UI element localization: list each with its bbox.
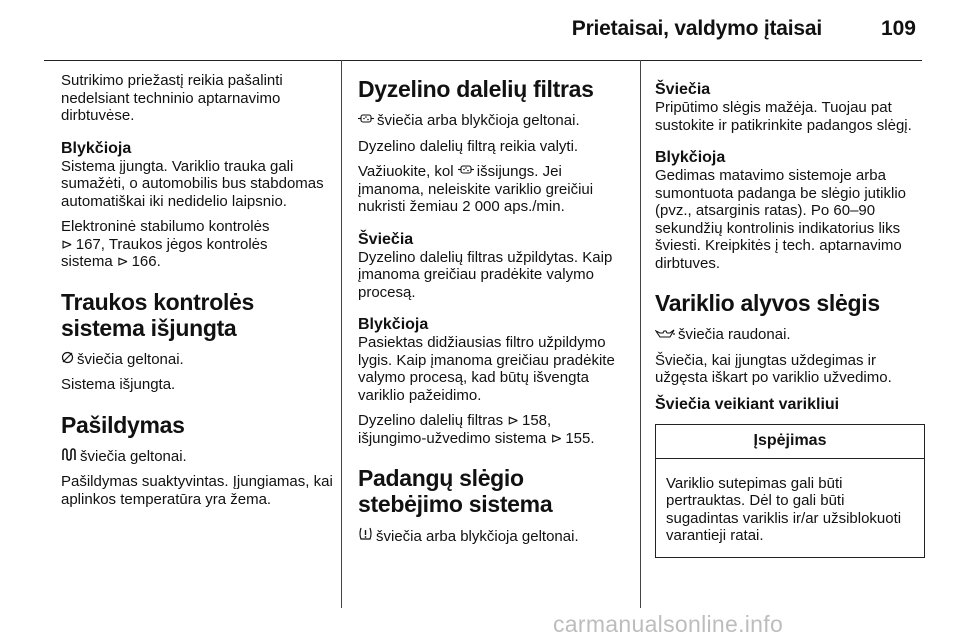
oil-status: šviečia raudonai. — [655, 326, 925, 344]
heating-heading: Pašildymas — [61, 411, 185, 438]
blink-paragraph: Pasiektas didžiausias filtro užpildymo lygis. Kaip įmanoma greičiau pradėkite valymo procesą, kad būtų išvengta variklio pažeidimo. — [358, 334, 615, 404]
dpf-status: šviečia arba blykčioja geltonai. — [358, 112, 630, 130]
lit-heading: Šviečia — [655, 81, 711, 98]
heating-status: šviečia geltonai. — [61, 448, 333, 466]
preheat-coil-icon — [61, 448, 77, 466]
dpf-icon — [358, 112, 374, 130]
blink-paragraph: Gedimas matavimo sistemoje arba sumontuota padanga be slėgio jutiklio (pvz., atsarginis ratas). Po 60–90 sekundžių kontrolinis indikatorius liks šviesti. Kreipkitės į tech. aptarnavimo dirbtuves. — [655, 167, 907, 272]
warning-text: Variklio sutepimas gali būti pertrauktas. Dėl to gali būti sugadintas variklis ir/ar užsiblokuoti varantieji ratai. — [666, 474, 902, 544]
dpf-text-2: Važiuokite, kol išsijungs. Jei įmanoma, neleiskite variklio greičiui nukristi žemiau 2 000 aps./min. — [358, 163, 594, 215]
lit-heading: Šviečia — [358, 230, 414, 248]
warning-box — [655, 424, 925, 558]
reference-arrow-icon: ⊳ — [116, 253, 129, 269]
oil-text: Šviečia, kai įjungtas uždegimas ir užgęsta iškart po variklio užvedimo. — [655, 351, 892, 386]
tpms-icon — [358, 527, 373, 546]
header-rule — [44, 60, 922, 61]
dpf-text-1: Dyzelino dalelių filtrą reikia valyti. — [358, 137, 579, 155]
page-number: 109 — [880, 17, 916, 40]
watermark: carmanualsonline.info — [553, 611, 784, 637]
dpf-heading: Dyzelino dalelių filtras — [358, 76, 594, 102]
tc-off-icon — [61, 351, 74, 369]
oil-pressure-heading: Variklio alyvos slėgis — [655, 290, 880, 316]
page-title: Prietaisai, valdymo įtaisai — [571, 17, 822, 40]
intro-paragraph: Sutrikimo priežastį reikia pašalinti nedelsiant techninio aptarnavimo dirbtuvėse. — [61, 72, 283, 124]
tc-off-status: šviečia geltonai. — [61, 351, 333, 369]
oil-can-icon — [655, 326, 675, 344]
dpf-reference-paragraph: Dyzelino dalelių filtras ⊳ 158, išjungimo-užvedimo sistema ⊳ 155. — [358, 412, 595, 447]
tpms-status: šviečia arba blykčioja geltonai. — [358, 527, 630, 546]
dpf-icon — [458, 163, 474, 181]
tc-off-text: Sistema išjungta. — [61, 376, 176, 393]
column-right — [655, 70, 925, 558]
column-left — [61, 70, 333, 516]
reference-arrow-icon: ⊳ — [507, 412, 519, 428]
blink-heading: Blykčioja — [61, 139, 132, 157]
column-divider-2 — [640, 60, 641, 608]
lit-paragraph: Dyzelino dalelių filtras užpildytas. Kaip įmanoma greičiau pradėkite valymo procesą. — [358, 248, 613, 301]
heating-text: Pašildymas suaktyvintas. Įjungiamas, kai aplinkos temperatūra yra žema. — [61, 473, 333, 508]
tpms-heading: Padangų slėgio stebėjimo sistema — [358, 465, 553, 517]
blink-paragraph: Sistema įjungta. Variklio trauka gali sumažėti, o automobilis bus stabdomas automatiškai iki nedidelio laipsnio. — [61, 157, 324, 210]
blink-heading: Blykčioja — [358, 316, 429, 333]
column-divider-1 — [341, 60, 342, 608]
running-heading: Šviečia veikiant varikliui — [655, 395, 840, 413]
tc-off-heading: Traukos kontrolės sistema išjungta — [61, 288, 255, 341]
column-middle — [358, 70, 630, 554]
reference-arrow-icon: ⊳ — [550, 429, 563, 446]
esc-reference-paragraph: Elektroninė stabilumo kontrolės ⊳ 167, Traukos jėgos kontrolės sistema ⊳ 166. — [61, 218, 270, 270]
warning-title: Įspėjimas — [656, 425, 924, 459]
lit-paragraph: Pripūtimo slėgis mažėja. Tuojau pat sustokite ir patikrinkite padangos slėgį. — [655, 99, 912, 134]
reference-arrow-icon: ⊳ — [61, 235, 73, 252]
blink-heading: Blykčioja — [655, 149, 726, 166]
